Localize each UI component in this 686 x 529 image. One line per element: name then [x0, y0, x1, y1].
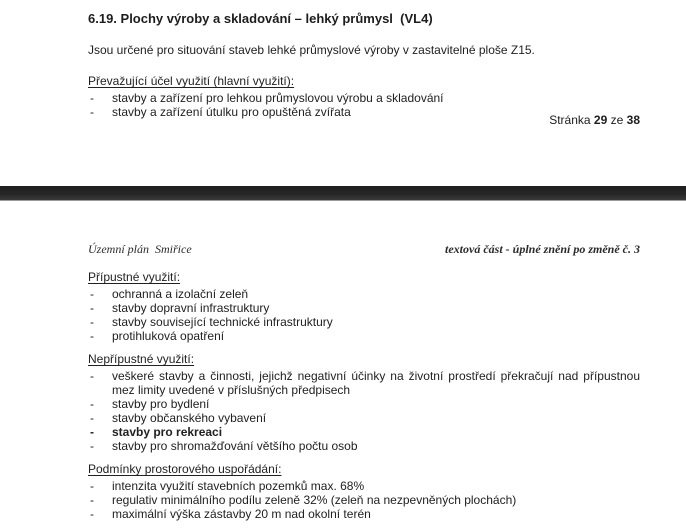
section-heading: 6.19. Plochy výroby a skladování – lehký průmysl (VL4)	[88, 11, 433, 26]
list-item: - stavby dopravní infrastruktury	[88, 301, 640, 315]
permissible-use-block	[88, 270, 640, 343]
page-separator-bar	[0, 186, 686, 201]
running-header-subtitle: textová část - úplné znění po změně č. 3	[445, 242, 640, 256]
list-item: - stavby pro shromažďování většího počtu osob	[88, 439, 640, 453]
permissible-use-list	[88, 287, 640, 343]
list-item: - protihluková opatření	[88, 329, 640, 343]
impermissible-use-heading: Nepřípustné využití:	[88, 352, 195, 366]
page-fragment-bottom	[88, 201, 640, 529]
spatial-conditions-block	[88, 462, 640, 521]
spatial-conditions-list	[88, 479, 640, 521]
list-item: - stavby a zařízení pro lehkou průmyslovou výrobu a skladování	[88, 91, 640, 105]
page-number-separator: ze	[610, 113, 624, 127]
list-item: - maximální výška zástavby 20 m nad okolní terén	[88, 507, 640, 521]
running-header-title: Územní plán Smiřice	[88, 242, 192, 256]
list-item: - stavby pro bydlení	[88, 397, 640, 411]
spatial-conditions-heading: Podmínky prostorového uspořádání:	[88, 462, 282, 476]
page-number-total: 38	[626, 113, 640, 127]
main-use-heading: Převažující účel využití (hlavní využití):	[88, 74, 295, 88]
page-number-current: 29	[593, 113, 608, 127]
list-item: - stavby občanského vybavení	[88, 411, 640, 425]
page-fragment-top	[88, 0, 640, 186]
list-item: - stavby a zařízení útulku pro opuštěná zvířata	[88, 105, 640, 119]
list-item: - stavby pro rekreaci	[88, 425, 640, 439]
list-item: - ochranná a izolační zeleň	[88, 287, 640, 301]
page-number-prefix: Stránka	[549, 113, 591, 127]
permissible-use-heading: Přípustné využití:	[88, 270, 181, 284]
list-item: - stavby související technické infrastruktury	[88, 315, 640, 329]
running-header	[88, 242, 640, 256]
list-item: - intenzita využití stavebních pozemků max. 68%	[88, 479, 640, 493]
impermissible-use-block	[88, 352, 640, 453]
page-number	[549, 113, 640, 127]
intro-paragraph: Jsou určené pro situování staveb lehké průmyslové výroby v zastavitelné ploše Z15.	[88, 43, 535, 57]
list-item: - regulativ minimálního podílu zeleně 32% (zeleň na nezpevněných plochách)	[88, 493, 640, 507]
list-item: - veškeré stavby a činnosti, jejichž negativní účinky na životní prostředí překračují nad přípustnou mez limity uvedené v příslušných předpisech	[88, 369, 640, 397]
impermissible-use-list	[88, 369, 640, 453]
